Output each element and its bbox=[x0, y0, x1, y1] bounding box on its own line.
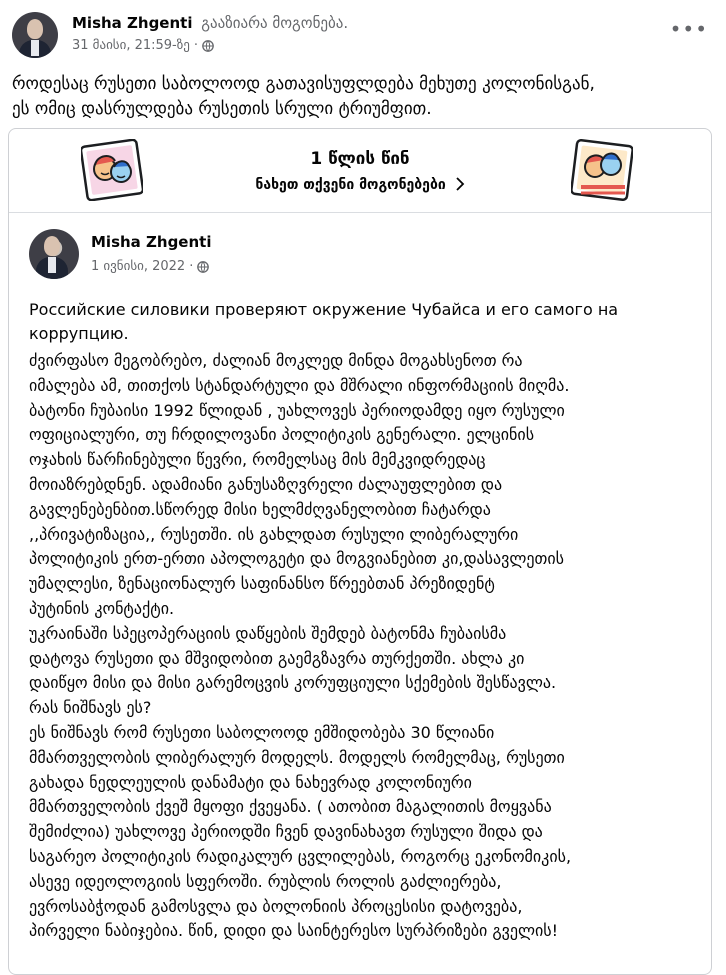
body-line: უკრაინაში სპეცოპერაციის დაწყების შემდებ ბატონმა ჩუბაისმა bbox=[29, 623, 507, 643]
body-line: ეს ნიშნავს რომ რუსეთი საბოლოოდ ემშიდობება 30 წლიანი bbox=[29, 722, 495, 742]
body-line: იმალება ამ, თითქოს სტანდარტული და მშრალი ინფორმაციის მიღმა. bbox=[29, 375, 570, 395]
shared-post-timestamp[interactable]: 1 ივნისი, 2022 bbox=[91, 259, 186, 274]
body-line: დატოვა რუსეთი და მშვიდობით გაემგზავრა თურქეთში. ახლა კი bbox=[29, 648, 525, 668]
body-line: შემიძლია) უახლოვე პერიოდში ჩვენ დავინახავთ რუსული შიდა და bbox=[29, 822, 543, 842]
chevron-right-icon bbox=[455, 177, 465, 191]
body-line: ოფიციალური, თუ ჩრდილოვანი პოლიტიკის გენერალი. ელცინის bbox=[29, 425, 535, 445]
author-name[interactable]: Misha Zhgenti bbox=[72, 14, 193, 32]
post-caption bbox=[12, 72, 712, 122]
globe-icon bbox=[202, 40, 214, 52]
body-line: უმაღლესი, ზენაციონალურ საფინანსო წრეებთან პრეზიდენტ bbox=[29, 574, 495, 594]
memory-illustration-right-icon bbox=[571, 139, 633, 201]
shared-post-body bbox=[29, 349, 709, 944]
shared-post-meta: 1 ივნისი, 2022 · bbox=[91, 259, 209, 274]
body-line: მმართველობის ლიბერალურ მოდელს. მოდელს რომელმაც, რუსეთი bbox=[29, 747, 565, 767]
globe-icon bbox=[197, 261, 209, 273]
shared-author-name[interactable]: Misha Zhgenti bbox=[91, 233, 212, 251]
shared-author-avatar[interactable] bbox=[29, 229, 79, 279]
body-line: ევროსაბჭოდან გამოსვლა და ბოლონიის პროცესისი დატოვება, bbox=[29, 896, 523, 916]
body-line: საგარეო პოლიტიკის რადიკალურ ცვლილებას, როგორც ეკონომიკის, bbox=[29, 846, 572, 866]
caption-line: როდესაც რუსეთი საბოლოოდ გათავისუფლდება მეხუთე კოლონისგან, bbox=[12, 74, 595, 94]
post-header bbox=[12, 10, 714, 60]
memory-banner bbox=[9, 129, 711, 213]
more-options-icon[interactable]: ••• bbox=[669, 17, 708, 41]
body-line: ბატონი ჩუბაისი 1992 წლიდან , უახლოვეს პერიოდამდე იყო რუსული bbox=[29, 400, 565, 420]
shared-post-lead bbox=[29, 298, 709, 346]
caption-line: ეს ომიც დასრულდება რუსეთის სრული ტრიუმფით. bbox=[12, 99, 432, 119]
body-line: გავლენებენბით.სწორედ მისი ხელმძღვანელობით ჩატარდა bbox=[29, 499, 491, 519]
body-line: პუტინის კონტაქტი. bbox=[29, 598, 175, 618]
body-line: გახადა ნედლეულის დანამატი და ნახევრად კოლონიური bbox=[29, 772, 472, 792]
author-avatar[interactable] bbox=[12, 12, 58, 58]
post-action-text: გააზიარა მოგონება. bbox=[201, 14, 349, 32]
body-line: ,,პრივატიზაცია,, რუსეთში. ის გახლდათ რუსული ლიბერალური bbox=[29, 524, 519, 544]
author-line bbox=[72, 14, 348, 32]
body-line: ძვირფასო მეგობრებო, ძალიან მოკლედ მინდა მოგახსენოთ რა bbox=[29, 351, 523, 370]
see-memories-label: ნახეთ თქვენი მოგონებები bbox=[255, 177, 446, 193]
lead-line: Российские силовики проверяют окружение Чубайса и его самого на bbox=[29, 300, 619, 319]
body-line: პოლიტიკის ერთ-ერთი აპოლოგეტი და მოგვიანებით კი,დასავლეთის bbox=[29, 549, 564, 569]
post-timestamp[interactable]: 31 მაისი, 21:59-ზე bbox=[72, 38, 190, 53]
shared-post-header bbox=[29, 229, 689, 281]
body-line: ოჯახის წარჩინებული წევრი, რომელსაც მის მემკვიდრედაც bbox=[29, 450, 486, 470]
body-line: დაიწყო მისი და მისი გარემოცვის კორუფციული სქემების შესწავლა. bbox=[29, 673, 557, 693]
post-meta: 31 მაისი, 21:59-ზე · bbox=[72, 38, 214, 53]
lead-line: коррупцию. bbox=[29, 324, 129, 343]
body-line: მმართველობის ქვეშ მყოფი ქვეყანა. ( ათობით მაგალითის მოყვანა bbox=[29, 797, 552, 817]
body-line: პირველი ნაბიჯებია. წინ, დიდი და საინტერესო სურპრიზები გველის! bbox=[29, 921, 559, 941]
body-line: ასევე იდეოლოგიის სფეროში. რუბლის როლის გაძლიერება, bbox=[29, 871, 502, 891]
memory-title: 1 წლის წინ bbox=[310, 149, 410, 169]
memory-card bbox=[8, 128, 712, 975]
body-line: რას ნიშნავს ეს? bbox=[29, 698, 152, 718]
body-line: მოიაზრებდნენ. ადამიანი განუსაზღვრელი ძალაუფლებით და bbox=[29, 474, 503, 494]
